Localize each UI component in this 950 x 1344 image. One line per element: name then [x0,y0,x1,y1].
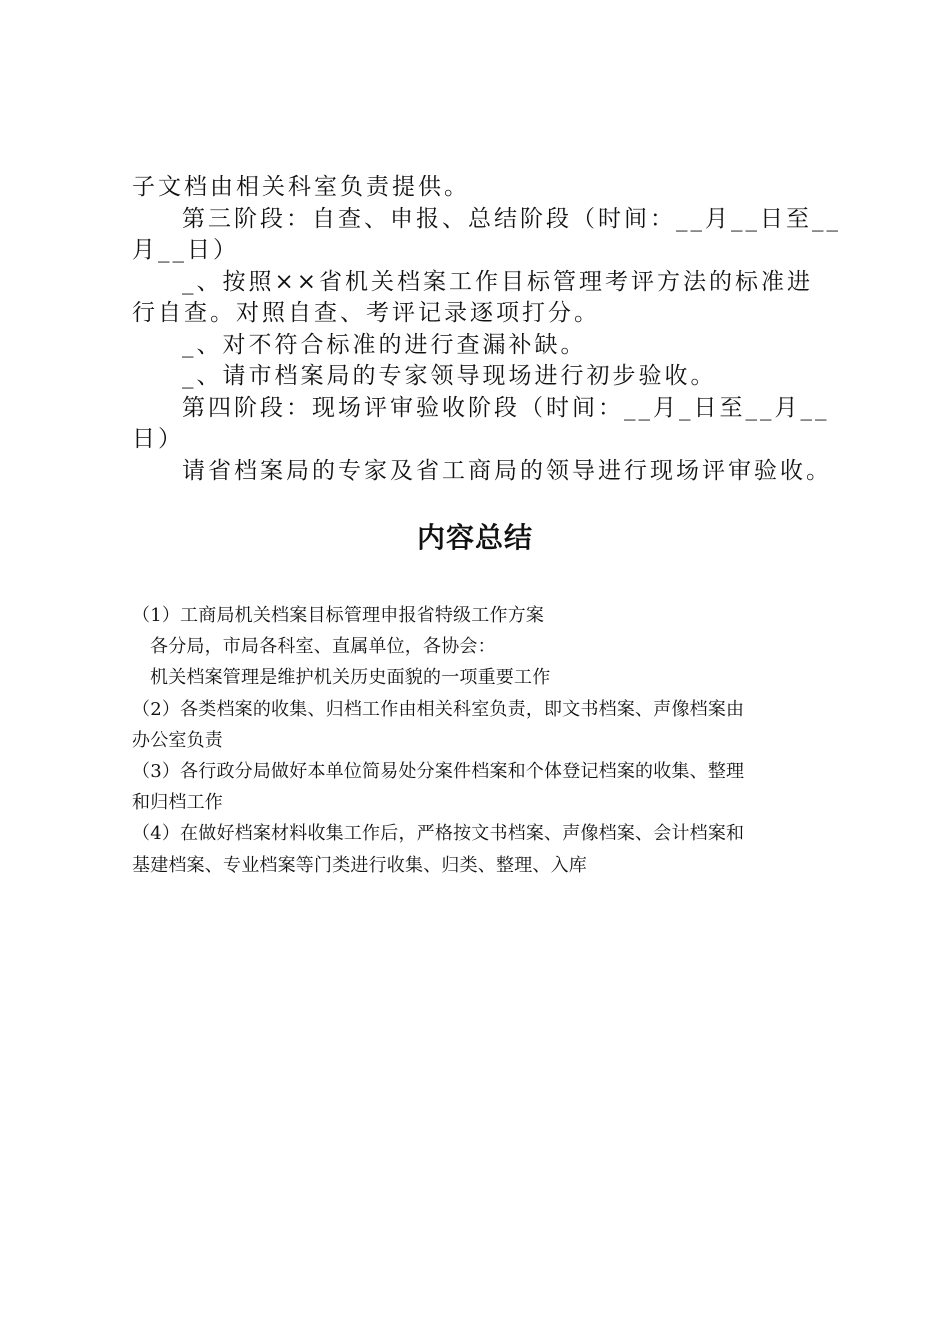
summary-line: 各分局，市局各科室、直属单位，各协会： [150,636,496,658]
body-line: 请省档案局的专家及省工商局的领导进行现场评审验收。 [182,457,832,484]
summary-line: （3）各行政分局做好本单位简易处分案件档案和个体登记档案的收集、整理 [132,761,745,783]
summary-line: 和归档工作 [132,792,223,814]
summary-line: 机关档案管理是维护机关历史面貌的一项重要工作 [150,667,551,689]
summary-line: 办公室负责 [132,729,223,751]
stage-four-heading: 第四阶段：现场评审验收阶段（时间：__月_日至__月__ [182,394,830,421]
body-text [132,172,841,487]
summary-title: 内容总结 [416,521,533,554]
summary-line: （2）各类档案的收集、归档工作由相关科室负责，即文书档案、声像档案由 [132,698,745,720]
body-line: 子文档由相关科室负责提供。 [132,174,470,200]
body-line: _、按照××省机关档案工作目标管理考评方法的标准进 [182,268,814,295]
summary-line: （1）工商局机关档案目标管理申报省特级工作方案 [132,605,545,626]
body-line: 月__日） [132,237,239,263]
body-line: 日） [132,426,184,452]
body-line: _、请市档案局的专家领导现场进行初步验收。 [182,363,717,389]
summary-line: （4）在做好档案材料收集工作后，严格按文书档案、声像档案、会计档案和 [132,823,745,845]
summary-line: 基建档案、专业档案等门类进行收集、归类、整理、入库 [132,854,587,876]
body-line: 行自查。对照自查、考评记录逐项打分。 [132,300,600,326]
stage-three-heading: 第三阶段：自查、申报、总结阶段（时间：__月__日至__ [182,205,841,232]
body-line: _、对不符合标准的进行查漏补缺。 [182,331,587,358]
summary-list [132,600,832,881]
